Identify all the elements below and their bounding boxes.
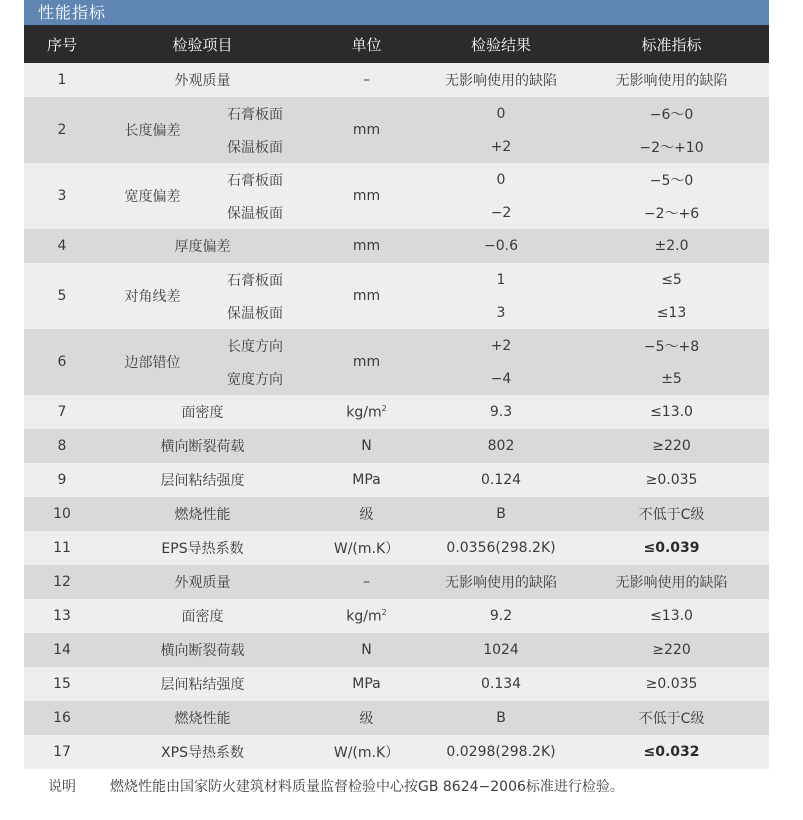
- table-row: [24, 701, 769, 735]
- row-standard: −5～+8: [574, 329, 769, 362]
- row-no: 2: [24, 97, 100, 163]
- table-row: [24, 263, 769, 296]
- row-standard: ≤0.039: [574, 531, 769, 565]
- col-header-result: 检验结果: [428, 25, 574, 63]
- row-standard: 无影响使用的缺陷: [574, 63, 769, 97]
- row-result: 1: [428, 263, 574, 296]
- row-subitem: 石膏板面: [205, 163, 305, 196]
- row-unit: [305, 395, 428, 429]
- row-unit: mm: [305, 329, 428, 395]
- row-item: 边部错位: [100, 329, 205, 395]
- unit-text: kg/m: [346, 404, 382, 421]
- col-header-no: 序号: [24, 25, 100, 63]
- table-row: [24, 633, 769, 667]
- row-unit: mm: [305, 97, 428, 163]
- row-result: +2: [428, 329, 574, 362]
- row-subitem: 石膏板面: [205, 263, 305, 296]
- row-subitem: 保温板面: [205, 196, 305, 229]
- row-item: EPS导热系数: [100, 531, 305, 565]
- row-standard: ≤13.0: [574, 599, 769, 633]
- row-item: 面密度: [100, 599, 305, 633]
- row-item: XPS导热系数: [100, 735, 305, 769]
- row-standard: ≤0.032: [574, 735, 769, 769]
- col-header-standard: 标准指标: [574, 25, 769, 63]
- row-result: 0.124: [428, 463, 574, 497]
- row-item: 外观质量: [100, 565, 305, 599]
- table-row: [24, 163, 769, 196]
- table-row: [24, 531, 769, 565]
- row-no: 8: [24, 429, 100, 463]
- unit-text: kg/m: [346, 608, 382, 625]
- performance-table: [24, 25, 769, 803]
- row-unit: –: [305, 63, 428, 97]
- table-row: [24, 497, 769, 531]
- row-no: 11: [24, 531, 100, 565]
- note-row: [24, 769, 769, 803]
- note-text: 燃烧性能由国家防火建筑材料质量监督检验中心按GB 8624−2006标准进行检验。: [100, 769, 769, 803]
- row-no: 16: [24, 701, 100, 735]
- row-unit: MPa: [305, 463, 428, 497]
- row-unit: MPa: [305, 667, 428, 701]
- row-item: 层间粘结强度: [100, 463, 305, 497]
- row-subitem: 宽度方向: [205, 362, 305, 395]
- header-row: [24, 25, 769, 63]
- row-item: 层间粘结强度: [100, 667, 305, 701]
- row-no: 6: [24, 329, 100, 395]
- row-standard: ≤13.0: [574, 395, 769, 429]
- row-standard: −2～+10: [574, 130, 769, 163]
- row-no: 1: [24, 63, 100, 97]
- row-standard: ≥220: [574, 633, 769, 667]
- table-row: [24, 463, 769, 497]
- row-subitem: 保温板面: [205, 130, 305, 163]
- row-result: −4: [428, 362, 574, 395]
- row-result: 0.0356(298.2K): [428, 531, 574, 565]
- col-header-item: 检验项目: [100, 25, 305, 63]
- note-label: 说明: [24, 769, 100, 803]
- row-item: 面密度: [100, 395, 305, 429]
- row-result: B: [428, 497, 574, 531]
- row-item: 燃烧性能: [100, 701, 305, 735]
- row-no: 14: [24, 633, 100, 667]
- row-standard: ≤5: [574, 263, 769, 296]
- row-result: 1024: [428, 633, 574, 667]
- row-unit: mm: [305, 229, 428, 263]
- row-item: 对角线差: [100, 263, 205, 329]
- row-standard: ≤13: [574, 296, 769, 329]
- section-banner: 性能指标: [24, 0, 769, 25]
- table-row: [24, 599, 769, 633]
- row-no: 17: [24, 735, 100, 769]
- table-row: [24, 395, 769, 429]
- row-unit: N: [305, 633, 428, 667]
- row-no: 10: [24, 497, 100, 531]
- row-unit: mm: [305, 163, 428, 229]
- table-row: [24, 429, 769, 463]
- row-no: 12: [24, 565, 100, 599]
- row-standard: ≥0.035: [574, 667, 769, 701]
- row-no: 3: [24, 163, 100, 229]
- table-row: [24, 565, 769, 599]
- table-row: [24, 735, 769, 769]
- row-standard: 无影响使用的缺陷: [574, 565, 769, 599]
- row-no: 7: [24, 395, 100, 429]
- row-unit: 级: [305, 497, 428, 531]
- row-standard: −6～0: [574, 97, 769, 130]
- row-standard: 不低于C级: [574, 701, 769, 735]
- row-unit: mm: [305, 263, 428, 329]
- row-standard: −2～+6: [574, 196, 769, 229]
- table-row: [24, 667, 769, 701]
- col-header-unit: 单位: [305, 25, 428, 63]
- row-result: −0.6: [428, 229, 574, 263]
- row-result: 0: [428, 97, 574, 130]
- row-item: 厚度偏差: [100, 229, 305, 263]
- row-subitem: 保温板面: [205, 296, 305, 329]
- row-standard: ≥0.035: [574, 463, 769, 497]
- row-standard: −5～0: [574, 163, 769, 196]
- row-unit: [305, 599, 428, 633]
- row-unit: W/(m.K）: [305, 735, 428, 769]
- row-result: 3: [428, 296, 574, 329]
- row-item: 外观质量: [100, 63, 305, 97]
- row-item: 长度偏差: [100, 97, 205, 163]
- row-result: 9.3: [428, 395, 574, 429]
- row-result: 9.2: [428, 599, 574, 633]
- row-unit: –: [305, 565, 428, 599]
- row-item: 横向断裂荷载: [100, 633, 305, 667]
- row-item: 燃烧性能: [100, 497, 305, 531]
- row-item: 横向断裂荷载: [100, 429, 305, 463]
- row-standard: 不低于C级: [574, 497, 769, 531]
- unit-superscript: 2: [381, 403, 387, 413]
- table-row: [24, 329, 769, 362]
- row-standard: ±5: [574, 362, 769, 395]
- row-unit: W/(m.K）: [305, 531, 428, 565]
- table-row: [24, 229, 769, 263]
- row-no: 13: [24, 599, 100, 633]
- row-no: 9: [24, 463, 100, 497]
- row-standard: ≥220: [574, 429, 769, 463]
- row-result: 802: [428, 429, 574, 463]
- row-subitem: 长度方向: [205, 329, 305, 362]
- row-result: 0: [428, 163, 574, 196]
- row-subitem: 石膏板面: [205, 97, 305, 130]
- row-result: 无影响使用的缺陷: [428, 63, 574, 97]
- row-no: 15: [24, 667, 100, 701]
- row-unit: 级: [305, 701, 428, 735]
- unit-superscript: 2: [381, 607, 387, 617]
- row-result: +2: [428, 130, 574, 163]
- table-row: [24, 63, 769, 97]
- row-result: 0.134: [428, 667, 574, 701]
- row-item: 宽度偏差: [100, 163, 205, 229]
- row-standard: ±2.0: [574, 229, 769, 263]
- row-result: 无影响使用的缺陷: [428, 565, 574, 599]
- row-result: B: [428, 701, 574, 735]
- row-result: −2: [428, 196, 574, 229]
- row-no: 5: [24, 263, 100, 329]
- table-row: [24, 97, 769, 130]
- row-unit: N: [305, 429, 428, 463]
- row-no: 4: [24, 229, 100, 263]
- row-result: 0.0298(298.2K): [428, 735, 574, 769]
